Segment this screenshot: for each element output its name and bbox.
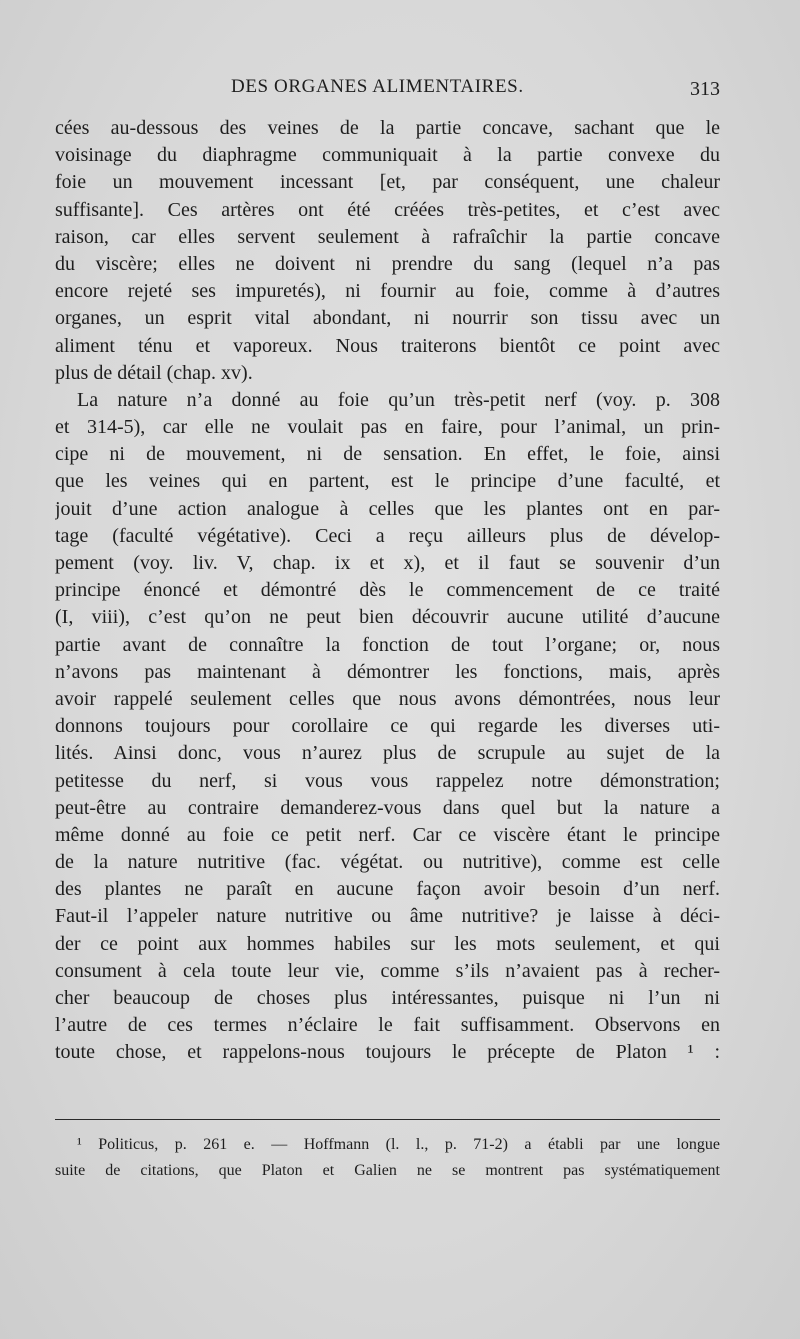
body-text: [55, 115, 720, 1067]
page-header: [55, 74, 720, 106]
text-line: La nature n’a donné au foie qu’un très-petit nerf (voy. p. 308: [77, 388, 720, 411]
text-line: et 314-5), car elle ne voulait pas en faire, pour l’animal, un prin-: [55, 416, 720, 439]
text-line: cipe ni de mouvement, ni de sensation. En effet, le foie, ainsi: [55, 443, 720, 466]
page-number: 313: [690, 78, 720, 100]
text-line: pement (voy. liv. V, chap. ix et x), et il faut se souvenir d’un: [55, 552, 720, 574]
text-line: tage (faculté végétative). Ceci a reçu ailleurs plus de dévelop-: [55, 524, 720, 547]
text-line: jouit d’une action analogue à celles que les plantes ont en par-: [55, 497, 720, 520]
text-line: cées au-dessous des veines de la partie concave, sachant que le: [55, 117, 720, 139]
text-line: voisinage du diaphragme communiquait à la partie convexe du: [55, 144, 720, 167]
text-line: l’autre de ces termes n’éclaire le fait suffisamment. Observons en: [55, 1014, 720, 1037]
footnote-line: suite de citations, que Platon et Galien ne se montrent pas systématiquement: [55, 1162, 720, 1179]
footnotes: [55, 1132, 720, 1184]
text-line: consument à cela toute leur vie, comme s’ils n’avaient pas à recher-: [55, 959, 720, 982]
text-line: suffisante]. Ces artères ont été créées très-petites, et c’est avec: [55, 198, 720, 221]
text-line: der ce point aux hommes habiles sur les mots seulement, et qui: [55, 932, 720, 955]
footnote-rule: [55, 1119, 720, 1120]
text-line: du viscère; elles ne doivent ni prendre du sang (lequel n’a pas: [55, 252, 720, 275]
text-line: peut-être au contraire demanderez-vous dans quel but la nature a: [55, 796, 720, 819]
text-line: même donné au foie ce petit nerf. Car ce viscère étant le principe: [55, 823, 720, 846]
text-line: aliment ténu et vaporeux. Nous traiterons bientôt ce point avec: [55, 334, 720, 357]
text-line: (I, viii), c’est qu’on ne peut bien découvrir aucune utilité d’aucune: [55, 606, 720, 629]
text-line: donnons toujours pour corollaire ce qui regarde les diverses uti-: [55, 715, 720, 738]
text-line: encore rejeté ses impuretés), ni fournir au foie, comme à d’autres: [55, 280, 720, 303]
text-line: n’avons pas maintenant à démontrer les fonctions, mais, après: [55, 660, 720, 683]
text-line: petitesse du nerf, si vous vous rappelez notre démonstration;: [55, 769, 720, 792]
text-line: que les veines qui en partent, est le principe d’une faculté, et: [55, 470, 720, 493]
text-line: organes, un esprit vital abondant, ni nourrir son tissu avec un: [55, 307, 720, 330]
text-line: plus de détail (chap. xv).: [55, 361, 253, 384]
running-title: DES ORGANES ALIMENTAIRES.: [231, 76, 524, 97]
text-line: principe énoncé et démontré dès le commencement de ce traité: [55, 579, 720, 602]
text-line: raison, car elles servent seulement à rafraîchir la partie concave: [55, 225, 720, 248]
text-line: toute chose, et rappelons-nous toujours le précepte de Platon ¹ :: [55, 1041, 720, 1064]
text-line: foie un mouvement incessant [et, par conséquent, une chaleur: [55, 171, 720, 194]
text-line: cher beaucoup de choses plus intéressantes, puisque ni l’un ni: [55, 987, 720, 1009]
text-line: lités. Ainsi donc, vous n’aurez plus de scrupule au sujet de la: [55, 742, 720, 765]
text-line: de la nature nutritive (fac. végétat. ou nutritive), comme est celle: [55, 851, 720, 874]
text-line: partie avant de connaître la fonction de tout l’organe; or, nous: [55, 633, 720, 656]
text-line: avoir rappelé seulement celles que nous avons démontrées, nous leur: [55, 687, 720, 710]
text-line: Faut-il l’appeler nature nutritive ou âme nutritive? je laisse à déci-: [55, 905, 720, 928]
text-line: des plantes ne paraît en aucune façon avoir besoin d’un nerf.: [55, 878, 720, 901]
footnote-line: ¹ Politicus, p. 261 e. — Hoffmann (l. l., p. 71-2) a établi par une longue: [77, 1136, 720, 1153]
